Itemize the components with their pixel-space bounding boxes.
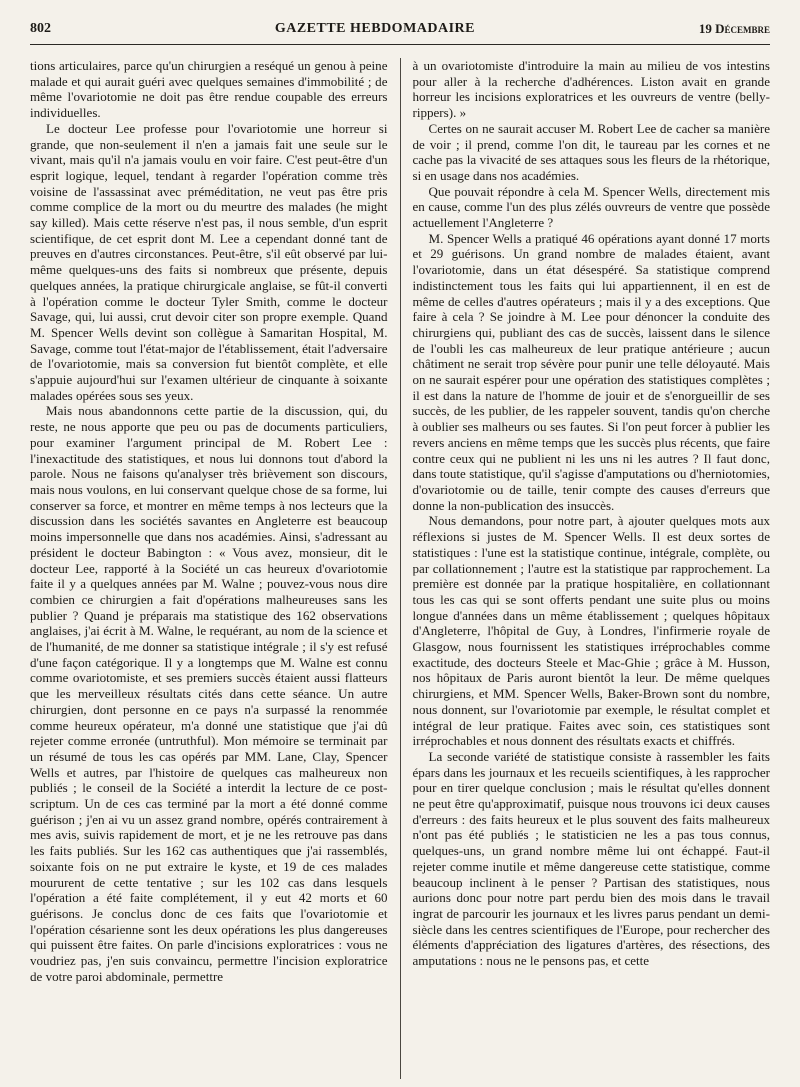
paragraph: à un ovariotomiste d'introduire la main au milieu de vos intestins pour aller à la recherche d'adhérences. Liston avait en grande horreur les incisions exploratrices et les ouvreurs de ventre (belly-rippers). » [412,58,770,121]
column-divider [400,58,401,1079]
paragraph: Que pouvait répondre à cela M. Spencer Wells, directement mis en cause, comme l'un des plus zélés ouvreurs de ventre que possède actuellement l'Angleterre ? [412,183,770,231]
text-columns [30,58,770,1079]
paragraph: Mais nous abandonnons cette partie de la discussion, qui, du reste, ne nous apporte que peu ou pas de documents particuliers, pour examiner l'argument principal de M. Robert Lee : l'inexactitude des statistiques, et nous lui donnons tout d'abord la parole. Nous ne faisons qu'analyser très brièvement son discours, mais nous voulons, en lui conservant quelque chose de sa forme, lui conserver sa force, et montrer en même temps à nos lecteurs que la discussion dans les sociétés savantes en Angleterre est beaucoup moins impersonnelle que dans nos académies. Ainsi, s'adressant au président le docteur Babington : « Vous avez, monsieur, dit le docteur Lee, rapporté à la Société un cas heureux d'ovariotomie faite il y a quelques années par M. Walne ; pouvez-vous nous dire combien ce chirurgien a fait d'opérations malheureuses sans les publier ? Quand je préparais ma statistique des 162 observations anglaises, j'ai écrit à M. Walne, le requérant, au nom de la science et de l'humanité, de me donner sa statistique intégrale ; il s'y est refusé d'une façon catégorique. Il y a longtemps que M. Walne est connu comme ovariotomiste, et ses premiers succès étaient aussi flatteurs que les merveilleux résultats cités dans cette séance. Un autre chirurgien, dont personne en ce pays n'a surpassé la renommée comme heureux opérateur, m'a donné une statistique que j'ai dû rejeter comme erronée (untruthful). Mon mémoire se terminait par un résumé de tous les cas opérés par MM. Lane, Clay, Spencer Wells et autres, par l'histoire de quelques cas malheureux non publiés ; le conseil de la Société a interdit la lecture de ce post-scriptum. Un de ces cas terminé par la mort a été donné comme guérison ; j'en ai vu un assez grand nombre, opérés contrairement à mes avis, suivis rapidement de mort, et je ne les retrouve pas dans les faits publiés. Sur les 162 cas authentiques que j'ai rassemblés, soixante fois on ne put extraire le kyste, et 19 de ces malades moururent de cette tentative ; sur les 102 cas dans lesquels l'opération a été faite complétement, il y eut 42 morts et 60 guérisons. Je conclus donc de ces faits que l'ovariotomie et l'opération césarienne sont les deux opérations les plus dangereuses qui puissent être faites. On parle d'incisions exploratrices : vous ne voudriez pas, j'en suis convaincu, permettre l'incision exploratrice de votre paroi abdominale, permettre [30,403,388,984]
right-column [413,58,771,1079]
issue-date-month: Décembre [715,21,770,36]
left-column [30,58,388,1079]
page-header [30,14,770,45]
paragraph: La seconde variété de statistique consiste à rassembler les faits épars dans les journaux et les recueils scientifiques, à les rapprocher pour en tirer quelque conclusion ; mais le résultat qu'elles donnent ne peut être qu'approximatif, puisque nous trouvons ici deux causes d'erreurs : des faits heureux et le plus souvent des faits malheureux n'ont pas été publiés ; le statisticien ne les a pas tous connus, quelques-uns, un grand nombre même lui ont échappé. Faut-il rejeter comme inutile et même dangereuse cette statistique, comme beaucoup inclinent à le penser ? Partisan des statistiques, nous aurions donc pour notre part perdu bien des mois dans le travail ingrat de parcourir les journaux et les livres parus pendant un demi-siècle dans les centres scientifiques de l'Europe, pour rechercher des éléments d'appréciation des ligatures d'artères, des résections, des amputations : nous ne le pensons pas, et cette [412,748,770,969]
paragraph: Le docteur Lee professe pour l'ovariotomie une horreur si grande, que non-seulement il n'en a jamais fait une seule sur le vivant, mais qu'il n'a jamais voulu en voir faire. C'est peut-être d'un esprit logique, lequel, tendant à regarder l'opération comme très voisine de l'assassinat avec préméditation, ne veut pas être pris comme complice de la mort ou du meurtre des malades (he might say killed). Mais cette réserve n'est pas, il nous semble, d'un esprit scientifique, de cet esprit dont M. Lee a cependant donné tant de preuves en d'autres circonstances. Peut-être, s'il eût observé par lui-même quelques-uns des faits si nombreux que présente, depuis quelques années, la pratique chirurgicale anglaise, se fût-il converti à l'opération comme le docteur Tyler Smith, comme le docteur Savage, qui, lui aussi, crut devoir citer son propre exemple. Quand M. Spencer Wells devint son collègue à Samaritan Hospital, M. Savage, comme tout l'état-major de l'établissement, était l'adversaire de l'ovariotomie, mais sa conversion fut bientôt complète, et elle s'appuie aujourd'hui sur l'examen ultérieur de cinquante à soixante malades opérées sous ses yeux. [30,120,388,403]
paragraph: Certes on ne saurait accuser M. Robert Lee de cacher sa manière de voir ; il prend, comme l'on dit, le taureau par les cornes et ne cache pas la vivacité de ses attaques sous les fleurs de la rhétorique, si en usage dans nos académies. [412,120,770,183]
issue-date-day: 19 [698,21,712,36]
journal-title: GAZETTE HEBDOMADAIRE [274,21,476,36]
issue-date [699,21,770,37]
paragraph: Nous demandons, pour notre part, à ajouter quelques mots aux réflexions si justes de M. Spencer Wells. Il est deux sortes de statistiques : l'une est la statistique continue, intégrale, complète, ou par collationnement ; l'autre est la statistique par rapprochement. La première est donnée par la pratique hospitalière, en collationnant tous les cas qui se sont offerts pendant une suite plus ou moins longue d'années dans un même établissement ; quelques hôpitaux d'Angleterre, l'hôpital de Guy, à Londres, l'infirmerie royale de Glasgow, nous fournissent les statistiques irréprochables comme exactitude, des docteurs Steele et Mac-Ghie ; grâce à M. Husson, nos hôpitaux de Paris auront bientôt la leur. De même quelques chirurgiens, et MM. Spencer Wells, Baker-Brown sont du nombre, nous donnent, sur l'ovariotomie par exemple, le résultat complet et intégral de leur pratique. Faites avec soin, ces statistiques sont irréprochables et nous donnent des résultats exacts et chiffrés. [412,513,770,749]
paragraph: M. Spencer Wells a pratiqué 46 opérations ayant donné 17 morts et 29 guérisons. Un grand nombre de malades étaient, avant l'ovariotomie, dans un état désespéré. Sa statistique comprend indistinctement tous les faits qui lui appartiennent, il en est de même de celles d'autres opérateurs ; mais il y a des exceptions. Que faire à cela ? Se joindre à M. Lee pour dénoncer la conduite des chirurgiens qui, publiant des cas de succès, laissent dans le silence de l'oubli les cas malheureux de leur pratique antérieure ; aucun châtiment ne serait trop sévère pour punir une telle déloyauté. Mais on ne saurait espérer pour une opération des statistiques complètes ; il est dans la nature de l'homme de jouir et de s'enorgueillir de ses succès, de les publier, de les rappeler souvent, tandis qu'on cherche à oublier ses malheurs ou ses fautes. Si l'on peut forcer à publier les revers anciens en même temps que les succès plus récents, que faire contre ceux qui ne publient ni les uns ni les autres ? Il faut donc, dans toute statistique, qu'il s'agisse d'amputations ou d'herniotomies, d'ovariotomie ou de taille, tenir compte des causes d'erreurs que donne la non-publication des insuccès. [412,230,770,513]
paragraph: tions articulaires, parce qu'un chirurgien a reséqué un genou à peine malade et qui aurait guéri avec quelques semaines d'immobilité ; de même l'ovariotomie ne doit pas être rendue coupable des erreurs individuelles. [30,58,388,121]
page-number: 802 [30,21,51,36]
